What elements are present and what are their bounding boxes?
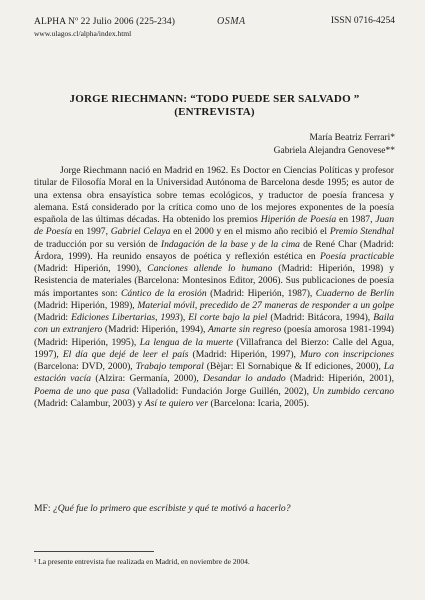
title-line-2: (ENTREVISTA) (174, 106, 255, 118)
footnote-divider (34, 551, 154, 552)
authors (274, 132, 395, 158)
author-1: María Beatriz Ferrari* (309, 133, 395, 143)
body-text (34, 165, 394, 410)
issn: ISSN 0716-4254 (330, 16, 395, 26)
article-title (34, 93, 395, 119)
paragraph: Jorge Riechmann nació en Madrid en 1962. Es Doctor en Ciencias Políticas y profesor titular de Filosofía Moral en la Universidad Autónoma de Barcelona desde 1995; es autor de una extensa obra ensayística sobre temas ecológicos, y traductor de poesía francesa y alemana. Está considerado por la crítica como uno de los mejores exponentes de la poesía española de las últimas décadas. Ha obtenido los premios Hiperión de Poesía en 1987, Juan de Poesía en 1997, Gabriel Celaya en el 2000 y en el mismo año recibió el Premio Stendhal de traducción por su versión de Indagación de la base y de la cima de René Char (Madrid: Árdora, 1999). Ha reunido ensayos de poética y reflexión estética en Poesía practicable (Madrid: Hiperión, 1990), Canciones allende lo humano (Madrid: Hiperión, 1998) y Resistencia de materiales (Barcelona: Montesinos Editor, 2006). Sus publicaciones de poesía más importantes son: Cántico de la erosión (Madrid: Hiperión, 1987), Cuaderno de Berlín (Madrid: Hiperión, 1989), Material móvil, precedido de 27 maneras de responder a un golpe (Madrid: Ediciones Libertarias, 1993), El corte bajo la piel (Madrid: Bitácora, 1994), Baila con un extranjero (Madrid: Hiperión, 1994), Amarte sin regreso (poesía amorosa 1981-1994) (Madrid: Hiperión, 1995), La lengua de la muerte (Villafranca del Bierzo: Calle del Agua, 1997), El día que dejé de leer el país (Madrid: Hiperión, 1997), Muro con inscripciones (Barcelona: DVD, 2000), Trabajo temporal (Bèjar: El Sornabique & If ediciones, 2000), La estación vacía (Alzira: Germanía, 2000), Desandar lo andado (Madrid: Hiperión, 2001), Poema de uno que pasa (Valladolid: Fundación Jorge Guillén, 2002), Un zumbido cercano (Madrid: Calambur, 2003) y Así te quiero ver (Barcelona: Icaria, 2005). (34, 165, 395, 409)
interview-question (34, 503, 394, 515)
speaker-label: MF: (34, 503, 53, 514)
journal-url: www.ulagos.cl/alpha/index.html (34, 29, 132, 38)
journal-info (34, 16, 175, 40)
title-line-1: JORGE RIECHMANN: “TODO PUEDE SER SALVADO ” (69, 93, 360, 105)
journal-citation: ALPHA Nº 22 Julio 2006 (225-234) (34, 17, 175, 27)
running-header (34, 16, 395, 44)
publisher-logo: OSMA (217, 16, 246, 27)
footnote: ¹ La presente entrevista fue realizada en Madrid, en noviembre de 2004. (34, 557, 250, 566)
question-text: ¿Qué fue lo primero que escribiste y qué te motivó a hacerlo? (52, 503, 291, 514)
author-2: Gabriela Alejandra Genovese** (273, 146, 395, 156)
